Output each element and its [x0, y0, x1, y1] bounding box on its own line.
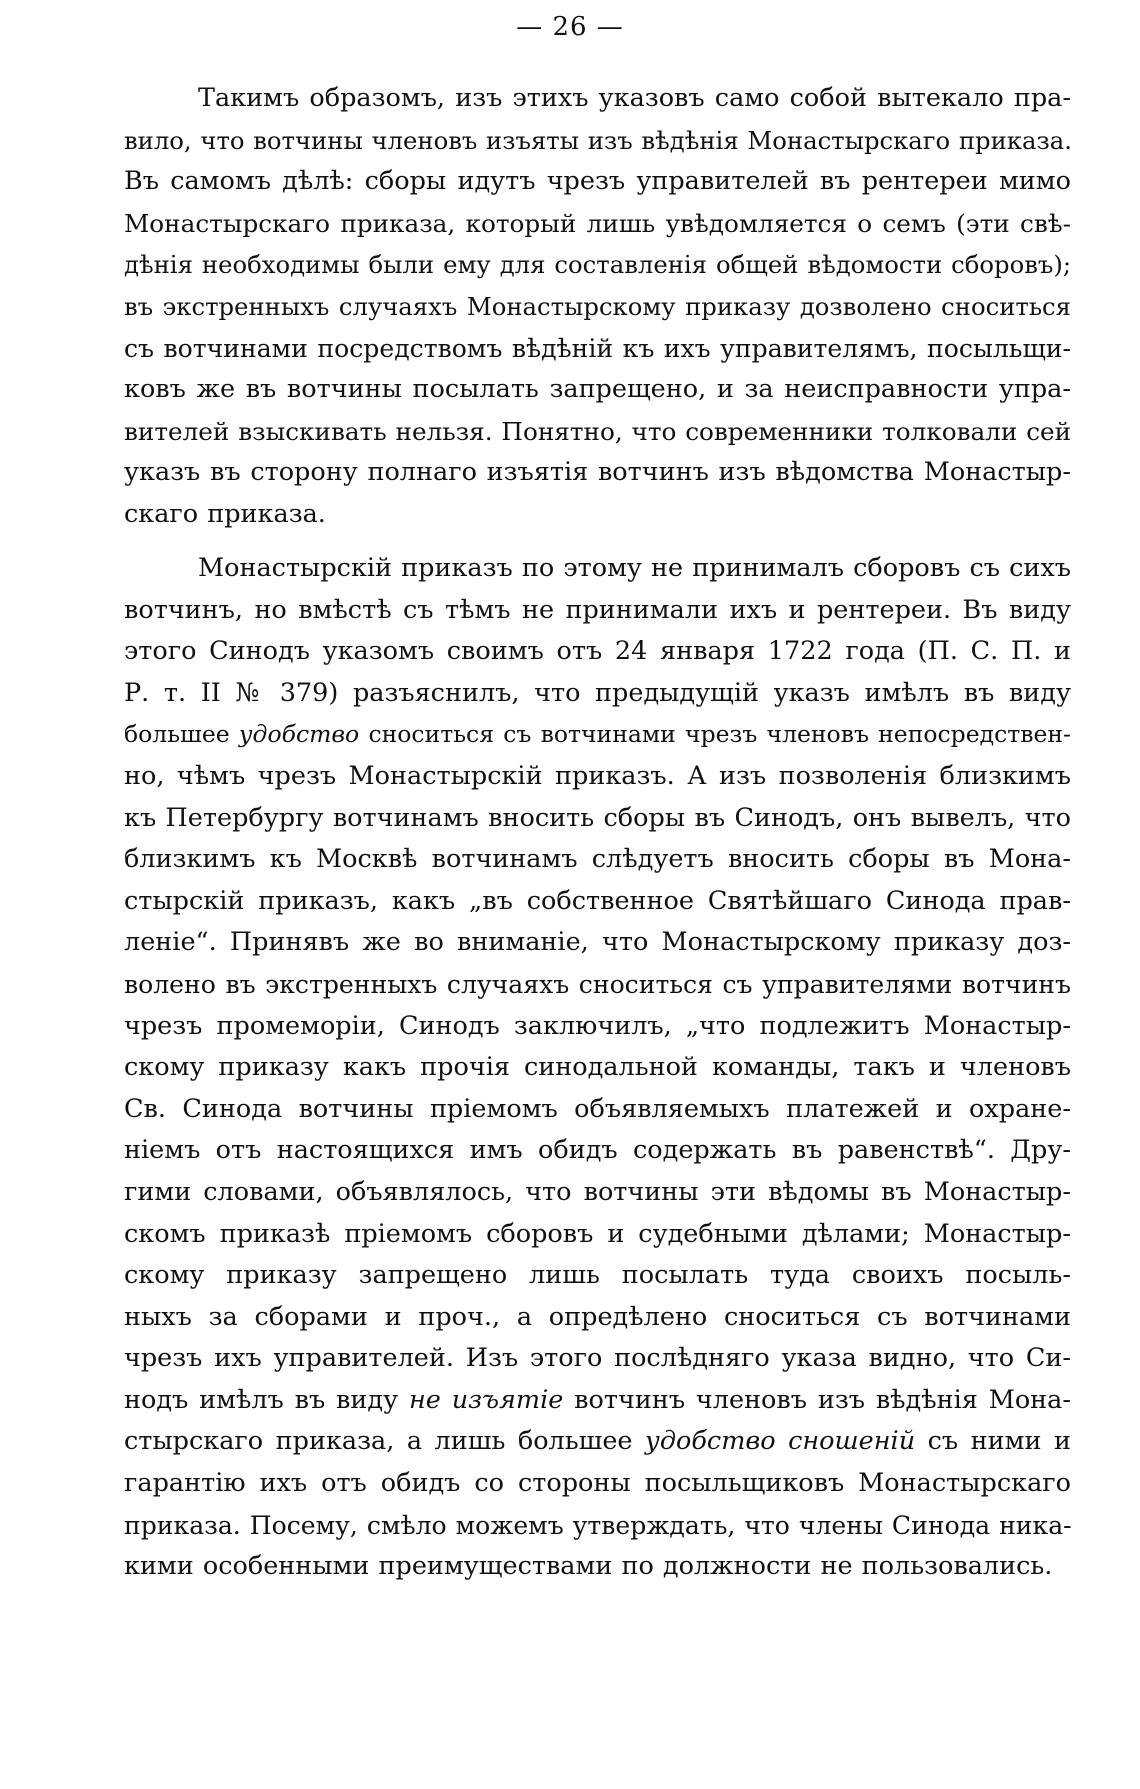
text-line: скаго приказа.: [124, 498, 326, 529]
text-segment: но, чѣмъ чрезъ Монастырскій приказъ. А изъ позволенія близкимъ: [124, 760, 1071, 791]
text-segment: Св. Синода вотчины пріемомъ объявляемыхъ платежей и охране-: [124, 1093, 1071, 1124]
text-line: вило, что вотчины членовъ изъяты изъ вѣдѣнія Монастырскаго приказа.: [124, 125, 1072, 155]
italic-emphasis: удобство сношеній: [645, 1426, 916, 1457]
text-segment: сноситься съ вотчинами чрезъ членовъ непосредствен-: [359, 720, 1071, 749]
text-line: [124, 1214, 1071, 1256]
text-line: [124, 1297, 1071, 1339]
text-line: [124, 798, 1071, 840]
text-segment: нодъ имѣлъ въ виду: [124, 1384, 409, 1415]
text-segment: большее: [124, 720, 239, 749]
text-line: ковъ же въ вотчины посылать запрещено, и за неисправности упра-: [124, 374, 1071, 405]
text-line: [124, 839, 1071, 881]
page-number: — 26 —: [516, 12, 624, 42]
text-line: [124, 1172, 1071, 1214]
text-line: [124, 1089, 1071, 1131]
text-line: указъ въ сторону полнаго изъятія вотчинъ изъ вѣдомства Монастыр-: [124, 457, 1071, 488]
text-line: дѣнія необходимы были ему для составленія общей вѣдомости сборовъ);: [124, 250, 1071, 280]
text-line: [124, 631, 1071, 673]
text-line: [124, 964, 1071, 1006]
text-segment: приказа. Посему, смѣло можемъ утверждать, что члены Синода ника-: [124, 1510, 1072, 1540]
text-line: въ экстренныхъ случаяхъ Монастырскому приказу дозволено сноситься: [124, 291, 1071, 321]
text-segment: близкимъ къ Москвѣ вотчинамъ слѣдуетъ вносить сборы въ Мона-: [124, 844, 1071, 875]
text-segment: леніе“. Принявъ же во вниманіе, что Монастырскому приказу доз-: [124, 927, 1071, 958]
text-segment: стырскій приказъ, какъ „въ собственное Святѣйшаго Синода прав-: [124, 885, 1071, 916]
text-line: [124, 714, 1071, 756]
text-line: [124, 1463, 1071, 1505]
italic-emphasis: не изъятіе: [408, 1384, 564, 1415]
text-line: [124, 756, 1071, 798]
text-segment: чрезъ ихъ управителей. Изъ этого послѣдняго указа видно, что Си-: [124, 1343, 1071, 1374]
text-line: Въ самомъ дѣлѣ: сборы идутъ чрезъ управителей въ рентереи мимо: [124, 166, 1071, 197]
text-segment: скомъ приказѣ пріемомъ сборовъ и судебными дѣлами; Монастыр-: [124, 1218, 1071, 1249]
text-line: [124, 1130, 1071, 1172]
text-segment: скому приказу запрещено лишь посылать туда своихъ посыль-: [124, 1260, 1071, 1291]
text-segment: Монастырскій приказъ по этому не принималъ сборовъ съ сихъ: [198, 553, 1071, 583]
text-segment: чрезъ промеморіи, Синодъ заключилъ, „что подлежитъ Монастыр-: [124, 1010, 1071, 1041]
text-line: [124, 1255, 1071, 1297]
text-line: [124, 1546, 1071, 1588]
text-line: [124, 590, 1071, 632]
text-segment: скому приказу какъ прочія синодальной команды, такъ и членовъ: [124, 1052, 1071, 1083]
text-line: [124, 548, 1071, 590]
text-segment: стырскаго приказа, а лишь большее: [124, 1426, 646, 1457]
text-line: [124, 1421, 1071, 1463]
text-line: [124, 1505, 1071, 1547]
text-line: [124, 673, 1071, 715]
text-line: [124, 922, 1071, 964]
text-line: [124, 1047, 1071, 1089]
text-segment: ныхъ за сборами и проч., а опредѣлено сноситься съ вотчинами: [124, 1301, 1071, 1332]
text-segment: съ ними и: [915, 1426, 1071, 1457]
text-line: Такимъ образомъ, изъ этихъ указовъ само собой вытекало пра-: [198, 83, 1071, 113]
text-line: Монастырскаго приказа, который лишь увѣдомляется о семъ (эти свѣ-: [124, 208, 1071, 238]
text-segment: этого Синодъ указомъ своимъ отъ 24 января 1722 года (П. С. П. и: [124, 636, 1071, 667]
paragraph-1: [124, 78, 1071, 536]
text-segment: гими словами, объявлялось, что вотчины эти вѣдомы въ Монастыр-: [124, 1176, 1071, 1207]
text-line: вителей взыскивать нельзя. Понятно, что современники толковали сей: [124, 416, 1072, 446]
text-line: [124, 1380, 1071, 1422]
text-segment: вотчинъ членовъ изъ вѣдѣнія Мона-: [563, 1384, 1071, 1415]
text-line: [124, 1338, 1071, 1380]
italic-emphasis: удобство: [238, 720, 360, 749]
text-segment: волено въ экстренныхъ случаяхъ сноситься съ управителями вотчинъ: [124, 969, 1071, 999]
text-segment: кими особенными преимуществами по должности не пользовались.: [124, 1551, 1053, 1582]
text-line: съ вотчинами посредствомъ вѣдѣній къ ихъ управителямъ, посыльщи-: [124, 333, 1071, 363]
text-line: [124, 1006, 1071, 1048]
paragraph-2: [124, 548, 1071, 1588]
text-segment: вотчинъ, но вмѣстѣ съ тѣмъ не принимали ихъ и рентереи. Въ виду: [124, 594, 1071, 625]
text-line: [124, 881, 1071, 923]
text-segment: къ Петербургу вотчинамъ вносить сборы въ Синодъ, онъ вывелъ, что: [124, 802, 1071, 833]
text-segment: гарантію ихъ отъ обидъ со стороны посыльщиковъ Монастырскаго: [124, 1468, 1071, 1499]
text-segment: Р. т. II № 379) разъяснилъ, что предыдущій указъ имѣлъ въ виду: [124, 677, 1071, 708]
text-segment: ніемъ отъ настоящихся имъ обидъ содержать въ равенствѣ“. Дру-: [124, 1135, 1071, 1166]
